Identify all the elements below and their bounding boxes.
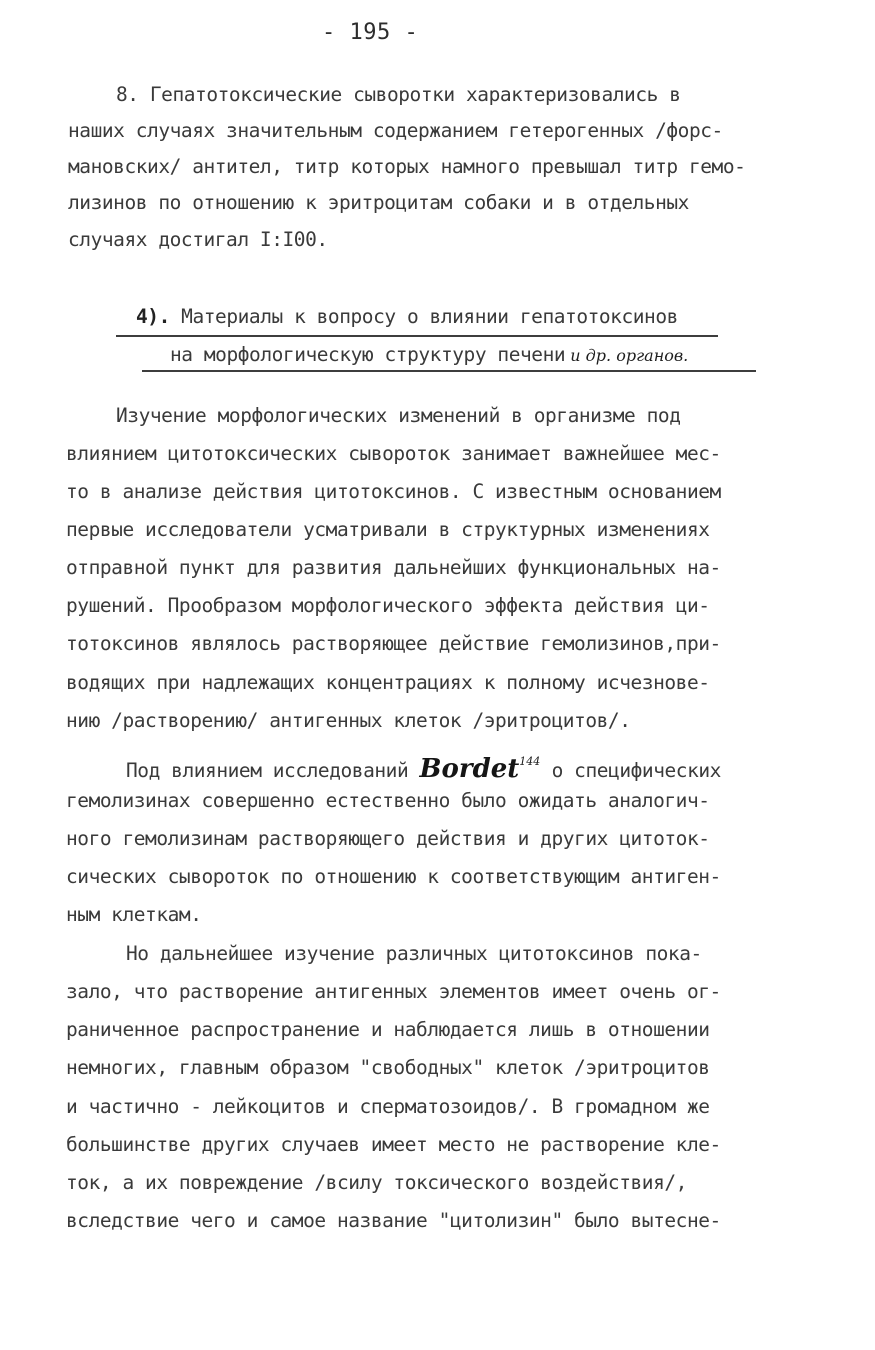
text-line: тотоксинов являлось растворяющее действие гемолизинов,при-: [66, 632, 721, 655]
text-segment: о специфических: [540, 759, 721, 782]
text-line: 8. Гепатотоксические сыворотки характеризовались в: [116, 83, 681, 106]
text-line: Изучение морфологических изменений в организме под: [116, 404, 681, 427]
text-line: нию /растворению/ антигенных клеток /эритроцитов/.: [66, 709, 631, 732]
text-line: случаях достигал I:I00.: [68, 228, 328, 251]
text-segment: Под влиянием исследований: [126, 759, 420, 782]
text-line: отправной пункт для развития дальнейших функциональных на-: [66, 556, 721, 579]
text-line: немногих, главным образом "свободных" клеток /эритроцитов: [66, 1056, 710, 1079]
text-line: ным клеткам.: [66, 903, 202, 926]
page-number: - 195 -: [322, 20, 419, 45]
section-title-part-1: Материалы к вопросу о влиянии гепатотоксинов: [169, 305, 678, 328]
text-line: ток, а их повреждение /всилу токсического воздействия/,: [66, 1171, 687, 1194]
text-line: водящих при надлежащих концентрациях к полному исчезнове-: [66, 671, 710, 694]
author-name: Bordet: [419, 754, 520, 784]
text-line: ного гемолизинам растворяющего действия и других цитоток-: [66, 827, 710, 850]
section-number: 4).: [136, 305, 170, 328]
text-line: рушений. Прообразом морфологического эффекта действия ци-: [66, 594, 710, 617]
text-line: Но дальнейшее изучение различных цитотоксинов пока-: [126, 942, 702, 965]
text-line: наших случаях значительным содержанием гетерогенных /форс-: [68, 119, 723, 142]
text-line: раниченное распространение и наблюдается лишь в отношении: [66, 1018, 710, 1041]
handwritten-addition: и др. органов.: [565, 346, 689, 365]
section-heading-line-1: [136, 305, 678, 329]
text-line: то в анализе действия цитотоксинов. С известным основанием: [66, 480, 721, 503]
text-line: большинстве других случаев имеет место не растворение кле-: [66, 1133, 721, 1156]
text-line: первые исследователи усматривали в структурных изменениях: [66, 518, 710, 541]
text-line: лизинов по отношению к эритроцитам собаки и в отдельных: [68, 191, 689, 214]
section-heading-line-2: [170, 343, 688, 368]
reference-number: 144: [519, 755, 541, 768]
section-title-part-2: на морфологическую структуру печени: [170, 343, 566, 366]
text-line: влиянием цитотоксических сывороток занимает важнейшее мес-: [66, 442, 721, 465]
text-line: гемолизинах совершенно естественно было ожидать аналогич-: [66, 789, 710, 812]
text-line: вследствие чего и самое название "цитолизин" было вытесне-: [66, 1209, 721, 1232]
text-line: [126, 750, 721, 783]
text-line: и частично - лейкоцитов и сперматозоидов/. В громадном же: [66, 1095, 710, 1118]
text-line: мановских/ антител, титр которых намного превышал титр гемо-: [68, 155, 746, 178]
text-line: зало, что растворение антигенных элементов имеет очень ог-: [66, 980, 721, 1003]
heading-underline: [116, 335, 718, 337]
text-line: сических сывороток по отношению к соответствующим антиген-: [66, 865, 721, 888]
heading-underline: [142, 370, 756, 372]
